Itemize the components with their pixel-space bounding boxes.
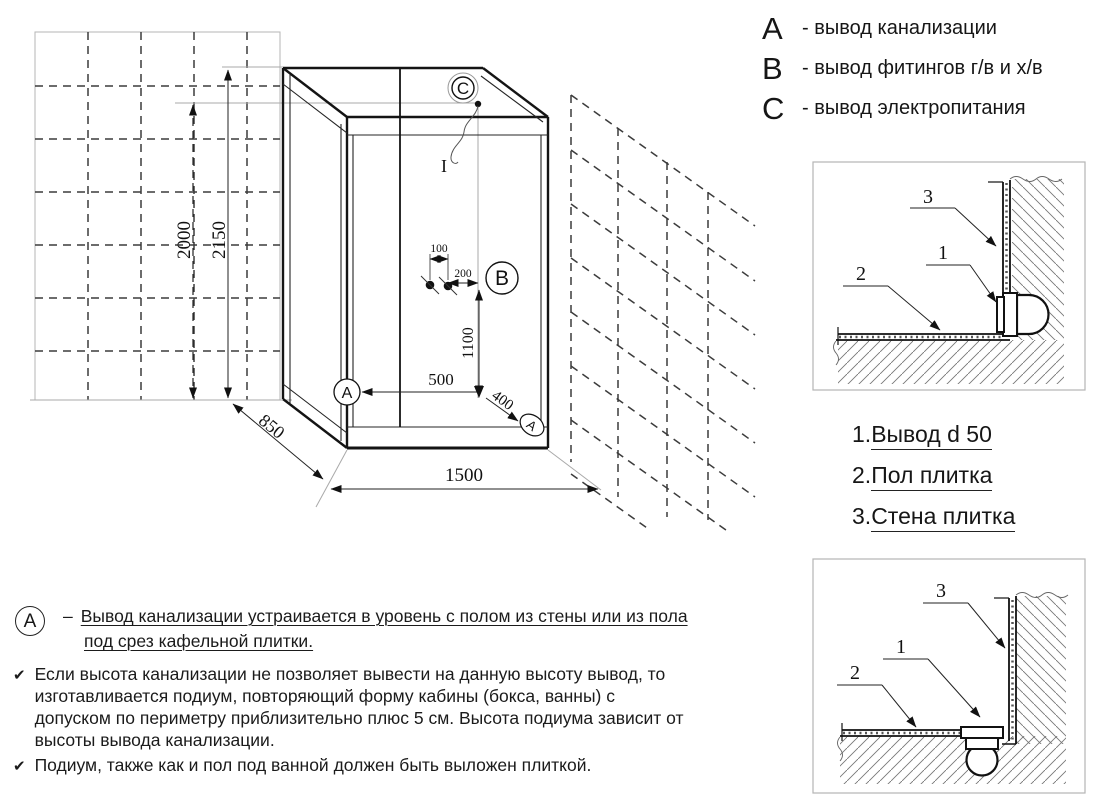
cable-label: I bbox=[441, 156, 447, 176]
marker-c-label: C bbox=[456, 79, 470, 98]
panel1-labels bbox=[843, 186, 996, 330]
parts-list-text-1: Вывод d 50 bbox=[871, 421, 992, 450]
dim-400-label: 400 bbox=[488, 387, 517, 414]
panel2-wall-hatch bbox=[1016, 596, 1066, 744]
checkmark-icon: ✔ bbox=[13, 666, 26, 684]
parts-list-num-2: 2. bbox=[852, 462, 872, 488]
legend-row-b bbox=[762, 52, 1043, 85]
parts-list-text-2: Пол плитка bbox=[871, 462, 992, 491]
dim-200-label: 200 bbox=[454, 268, 472, 280]
sewer-group bbox=[334, 370, 548, 440]
note-check-2-text bbox=[35, 754, 592, 777]
notes-section bbox=[13, 604, 783, 780]
dimension-wall-height bbox=[174, 105, 195, 398]
note-a-line-1: Вывод канализации устраивается в уровень с полом из стены или из пола bbox=[80, 606, 688, 626]
panel1-label-outlet: 1 bbox=[938, 242, 948, 264]
parts-list-text-3: Стена плитка bbox=[871, 503, 1015, 532]
legend-letter-c: C bbox=[762, 91, 785, 126]
right-wall-tile-grid bbox=[571, 95, 755, 530]
legend-text-b: - вывод фитингов г/в и х/в bbox=[802, 57, 1043, 79]
legend-letter-a: A bbox=[762, 11, 783, 46]
panel2-label-floor: 2 bbox=[850, 662, 860, 684]
note-a-line-2: под срез кафельной плитки. bbox=[84, 631, 314, 651]
dim-1100-label: 1100 bbox=[460, 327, 477, 359]
note-check-2 bbox=[13, 754, 783, 777]
parts-list-item-2 bbox=[852, 462, 1015, 491]
note-check-1 bbox=[13, 663, 783, 751]
marker-a-label: A bbox=[341, 385, 353, 402]
dimension-depth bbox=[233, 404, 323, 479]
note-a-dash: – bbox=[63, 606, 73, 626]
panel1-floor-hatch bbox=[838, 340, 1064, 384]
dim-2000-label: 2000 bbox=[174, 221, 195, 259]
detail-panel-floor-outlet bbox=[810, 555, 1090, 797]
power-group bbox=[441, 73, 481, 176]
legend-text-c: - вывод электропитания bbox=[802, 97, 1026, 119]
panel1-label-wall: 3 bbox=[923, 186, 933, 208]
dim-500-label: 500 bbox=[428, 370, 454, 389]
parts-list-item-3 bbox=[852, 503, 1015, 532]
marker-b-label: B bbox=[494, 267, 510, 290]
marker-a-diagonal-label: A bbox=[523, 416, 540, 434]
panel1-pipe-outlet bbox=[997, 293, 1049, 336]
panel2-labels bbox=[837, 580, 1005, 727]
note-check-1-line-4: высоты вывода канализации. bbox=[34, 730, 275, 750]
dim-850-label: 850 bbox=[254, 410, 289, 443]
parts-list-num-1: 1. bbox=[852, 421, 872, 447]
note-check-1-line-2: изготавливается подиум, повторяющий форму кабины (бокса, ванны) с bbox=[34, 686, 615, 706]
marker-a-diagonal bbox=[516, 410, 548, 441]
dim-2150-label: 2150 bbox=[209, 221, 230, 259]
note-check-1-line-3: допуском по периметру приблизительно плюс 5 см. Высота подиума зависит от bbox=[34, 708, 684, 728]
cabin-box bbox=[283, 68, 548, 448]
note-check-2-line-1: Подиум, также как и пол под ванной должен быть выложен плиткой. bbox=[34, 755, 592, 775]
note-check-1-text bbox=[35, 663, 684, 751]
legend bbox=[762, 12, 1043, 132]
panel2-label-wall: 3 bbox=[936, 580, 946, 602]
dimension-total-height bbox=[209, 70, 230, 398]
left-wall-tile-grid bbox=[35, 32, 280, 400]
note-sewer bbox=[13, 604, 783, 654]
legend-letter-b: B bbox=[762, 51, 783, 86]
dim-100-label: 100 bbox=[430, 243, 448, 255]
panel2-floor-hatch bbox=[840, 736, 1066, 784]
parts-list-num-3: 3. bbox=[852, 503, 872, 529]
dimension-width bbox=[331, 465, 598, 489]
note-a-circle-marker: A bbox=[15, 606, 45, 636]
dim-1500-label: 1500 bbox=[445, 465, 483, 486]
note-check-1-line-1: Если высота канализации не позволяет вывести на данную высоту вывод, то bbox=[34, 664, 666, 684]
legend-text-a: - вывод канализации bbox=[802, 17, 997, 39]
panel2-label-outlet: 1 bbox=[896, 636, 906, 658]
panel1-label-floor: 2 bbox=[856, 263, 866, 285]
detail-panel-wall-outlet bbox=[810, 158, 1090, 394]
parts-list bbox=[852, 421, 1015, 544]
checkmark-icon: ✔ bbox=[13, 757, 26, 775]
parts-list-item-1 bbox=[852, 421, 1015, 450]
legend-row-a bbox=[762, 12, 1043, 45]
legend-row-c bbox=[762, 92, 1043, 125]
